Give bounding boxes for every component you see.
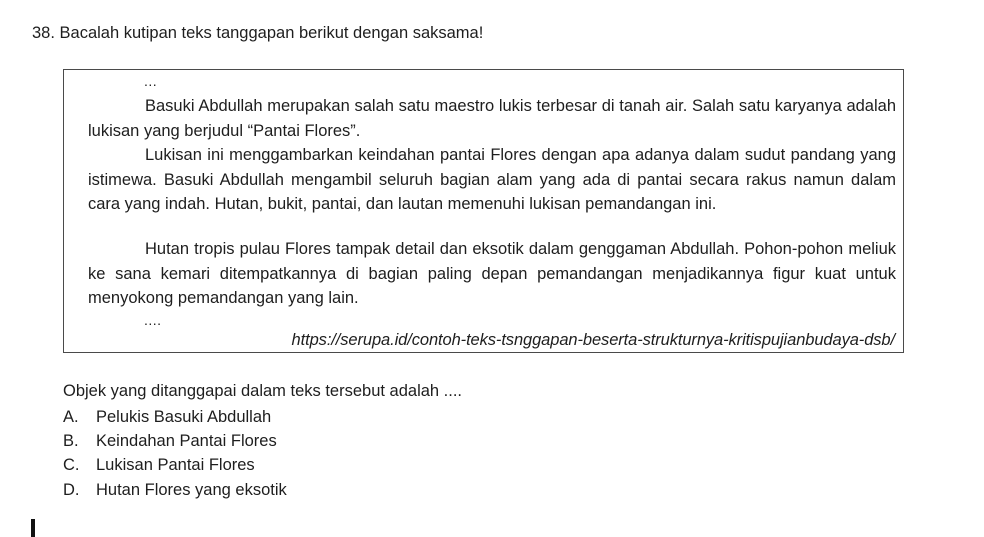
passage-paragraph: Hutan tropis pulau Flores tampak detail dan eksotik dalam genggaman Abdullah. Pohon-pohon meliuk ke sana kemari ditempatkannya di bagian paling depan pemandangan menjadikannya figur kuat untuk menyokong pemandangan yang lain. [88,240,896,307]
option-letter: B. [63,432,79,451]
option-letter: C. [63,456,80,475]
option-a[interactable] [63,405,287,429]
passage-ellipsis-bottom: .... [144,312,162,328]
question-title: 38. Bacalah kutipan teks tanggapan berikut dengan saksama! [32,24,484,42]
question-prompt: Objek yang ditanggapai dalam teks tersebut adalah .... [63,382,463,400]
passage-paragraph: Lukisan ini menggambarkan keindahan pantai Flores dengan apa adanya dalam sudut pandang yang istimewa. Basuki Abdullah mengambil seluruh bagian alam yang ada di pantai secara rakus namun dalam cara yang indah. Hutan, bukit, pantai, dan lautan memenuhi lukisan pemandangan ini. [88,146,896,213]
passage-paragraph: Basuki Abdullah merupakan salah satu maestro lukis terbesar di tanah air. Salah satu karyanya adalah lukisan yang berjudul “Pantai Flores”. [88,97,896,140]
option-d[interactable] [63,478,287,502]
option-letter: D. [63,480,80,499]
option-text: Pelukis Basuki Abdullah [96,408,272,426]
option-c[interactable] [63,453,287,477]
option-text: Hutan Flores yang eksotik [96,480,287,499]
source-link[interactable]: https://serupa.id/contoh-teks-tsnggapan-beserta-strukturnya-kritispujianbudaya-dsb/ [291,331,895,349]
option-text: Keindahan Pantai Flores [96,432,277,451]
option-text: Lukisan Pantai Flores [96,456,255,475]
option-letter: A. [63,408,79,426]
option-b[interactable] [63,429,287,453]
answer-options [63,405,287,502]
text-cursor [31,519,35,537]
passage-box [63,69,904,353]
passage-ellipsis-top: ... [144,73,158,89]
